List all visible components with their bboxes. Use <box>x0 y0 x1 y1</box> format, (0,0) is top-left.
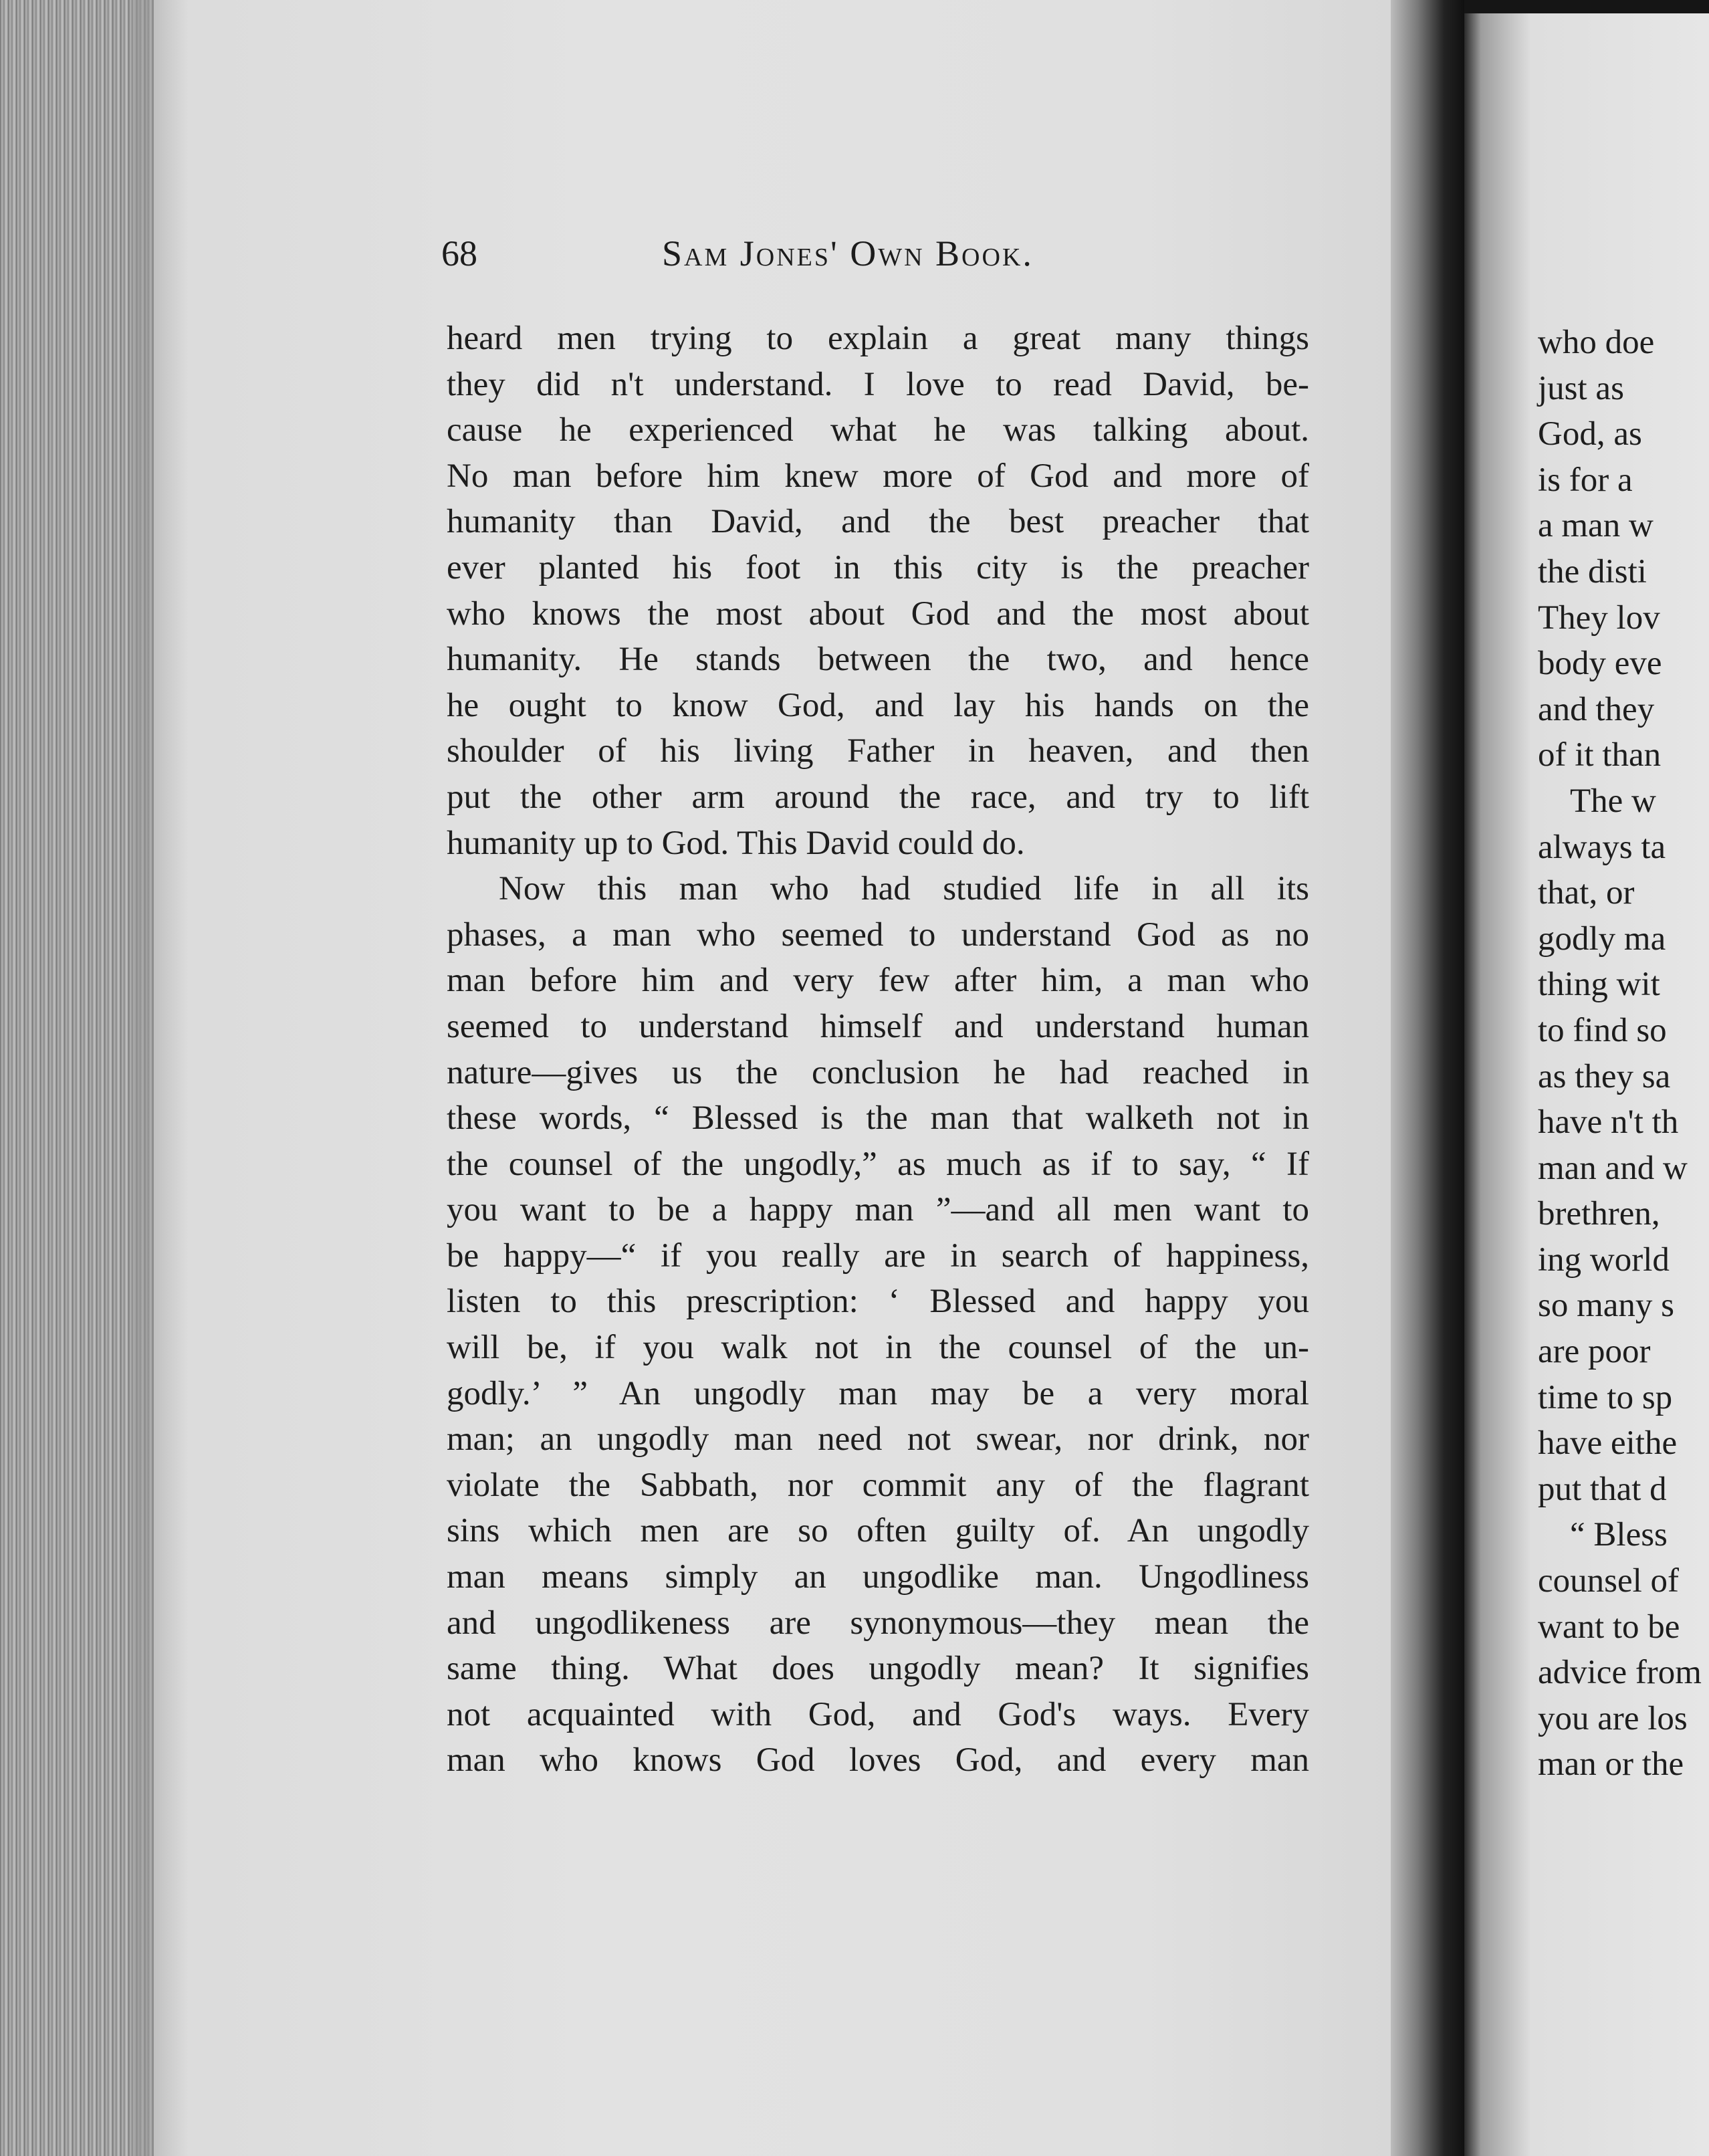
text-line: a man w <box>1538 507 1654 545</box>
text-line: They lov <box>1538 599 1660 637</box>
text-line: man before him and very few after him, a man who <box>447 962 1309 1000</box>
running-title: Sam Jones' Own Book. <box>662 233 1034 274</box>
text-line: who knows the most about God and the most about <box>447 595 1309 633</box>
right-page-fragment <box>1538 320 1709 1788</box>
text-line: the counsel of the ungodly,” as much as if to say, “ If <box>447 1145 1309 1183</box>
text-line: godly ma <box>1538 920 1666 958</box>
text-line: shoulder of his living Father in heaven, and then <box>447 732 1309 770</box>
text-line: you are los <box>1538 1699 1688 1737</box>
page-edges-shadow <box>134 0 187 2156</box>
text-line: have n't th <box>1538 1103 1679 1142</box>
text-line: God, as <box>1538 415 1642 453</box>
text-line: have eithe <box>1538 1424 1678 1463</box>
text-line: man or the <box>1538 1745 1684 1784</box>
text-line: of it than <box>1538 736 1662 774</box>
text-line: humanity than David, and the best preacher that <box>447 503 1309 541</box>
text-line: and they <box>1538 690 1655 728</box>
text-line: he ought to know God, and lay his hands on the <box>447 686 1309 724</box>
text-line: are poor <box>1538 1333 1651 1371</box>
text-line: who doe <box>1538 324 1655 361</box>
text-line: that, or <box>1538 874 1635 912</box>
text-line: is for a <box>1538 461 1633 499</box>
page-header <box>441 233 1311 286</box>
text-line: to find so <box>1538 1011 1667 1049</box>
text-line: be happy—“ if you really are in search of happiness, <box>447 1236 1309 1275</box>
text-line: man who knows God loves God, and every man <box>447 1741 1309 1780</box>
text-line: No man before him knew more of God and more of <box>447 457 1309 495</box>
text-line: seemed to understand himself and understand human <box>447 1007 1309 1045</box>
text-line: humanity up to God. This David could do. <box>447 824 1025 862</box>
text-line: man and w <box>1538 1149 1688 1187</box>
text-line: man means simply an ungodlike man. Ungodliness <box>447 1558 1309 1596</box>
text-line: The w <box>1570 782 1656 820</box>
text-line: man; an ungodly man need not swear, nor drink, nor <box>447 1420 1309 1459</box>
left-page-body <box>447 316 1309 1784</box>
text-line: ever planted his foot in this city is the preacher <box>447 548 1309 586</box>
text-line: same thing. What does ungodly mean? It signifies <box>447 1650 1309 1688</box>
text-line: nature—gives us the conclusion he had reached in <box>447 1053 1309 1091</box>
text-line: advice from <box>1538 1654 1702 1692</box>
text-line: sins which men are so often guilty of. An ungodly <box>447 1512 1309 1550</box>
text-line: as they sa <box>1538 1057 1671 1095</box>
text-line: and ungodlikeness are synonymous—they mean the <box>447 1604 1309 1642</box>
text-line: Now this man who had studied life in all its <box>499 870 1309 908</box>
page-number: 68 <box>441 233 477 274</box>
text-line: thing wit <box>1538 966 1660 1004</box>
text-line: body eve <box>1538 645 1662 683</box>
text-line: “ Bless <box>1570 1516 1668 1554</box>
text-line: so many s <box>1538 1287 1674 1325</box>
text-line: these words, “ Blessed is the man that walketh not in <box>447 1099 1309 1138</box>
text-line: heard men trying to explain a great many things <box>447 320 1309 357</box>
text-line: cause he experienced what he was talking about. <box>447 411 1309 449</box>
text-line: want to be <box>1538 1608 1680 1646</box>
text-line: will be, if you walk not in the counsel of the un- <box>447 1329 1309 1367</box>
text-line: time to sp <box>1538 1378 1673 1416</box>
book-gutter <box>1391 0 1464 2156</box>
text-line: just as <box>1538 369 1624 407</box>
text-line: phases, a man who seemed to understand God as no <box>447 915 1309 954</box>
text-line: the disti <box>1538 552 1647 590</box>
text-line: put the other arm around the race, and try to lift <box>447 778 1309 816</box>
text-line: listen to this prescription: ‘ Blessed and happy you <box>447 1283 1309 1321</box>
text-line: ing world <box>1538 1241 1670 1279</box>
text-line: not acquainted with God, and God's ways. Every <box>447 1695 1309 1733</box>
text-line: counsel of <box>1538 1562 1680 1600</box>
text-line: always ta <box>1538 828 1666 866</box>
text-line: brethren, <box>1538 1195 1660 1233</box>
page-edges <box>0 0 154 2156</box>
text-line: humanity. He stands between the two, and hence <box>447 641 1309 679</box>
text-line: violate the Sabbath, nor commit any of the flagrant <box>447 1466 1309 1504</box>
text-line: they did n't understand. I love to read David, be- <box>447 365 1309 403</box>
text-line: you want to be a happy man ”—and all men want to <box>447 1191 1309 1229</box>
text-line: put that d <box>1538 1470 1667 1508</box>
text-line: godly.’ ” An ungodly man may be a very moral <box>447 1374 1309 1412</box>
